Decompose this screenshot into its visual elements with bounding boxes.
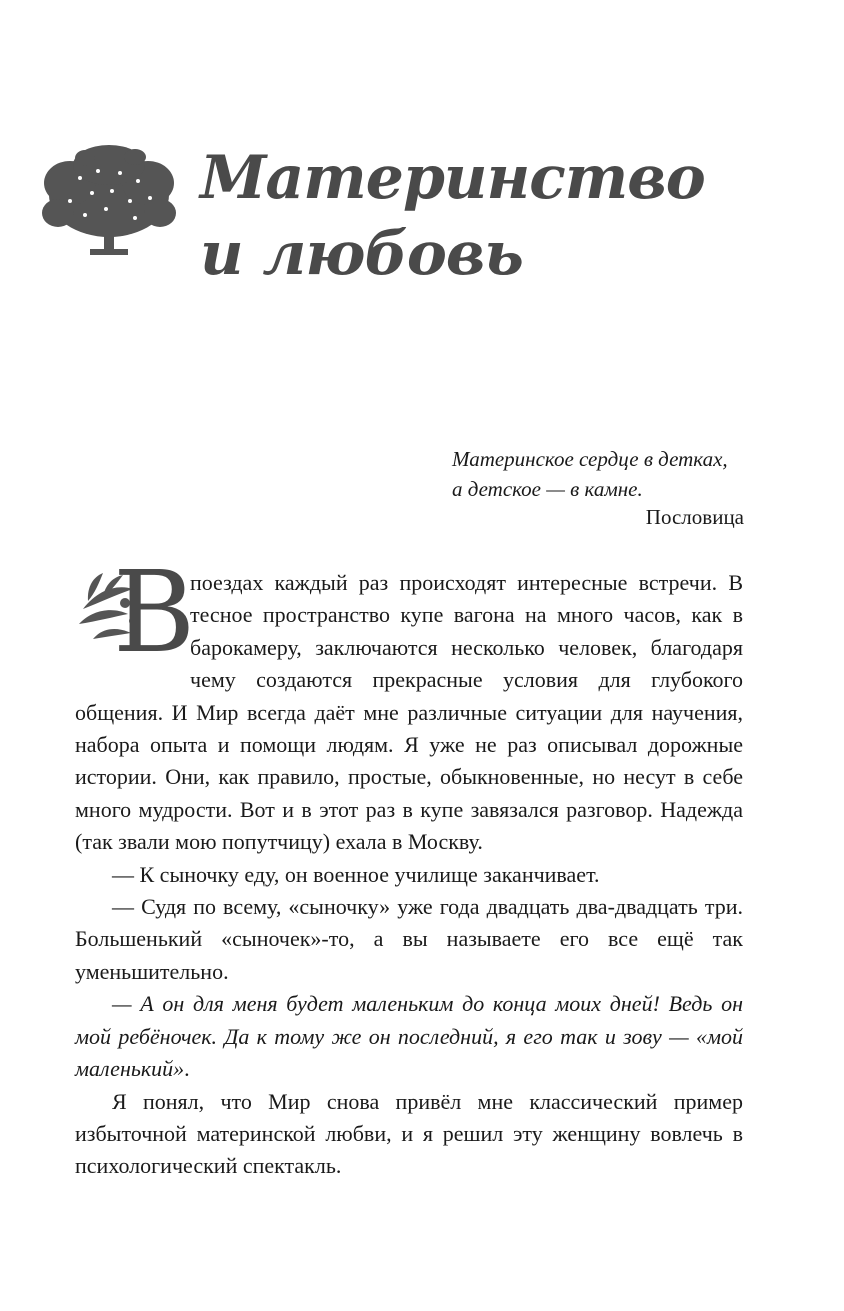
epigraph <box>452 444 744 504</box>
italic-speech: А он для меня будет маленьким до конца моих дней! Ведь он мой ребёночек. Да к тому же он последний, я его так и зову — «мой маленький» <box>75 991 743 1082</box>
chapter-title <box>200 140 705 292</box>
drop-cap-letter: В <box>113 548 196 678</box>
epigraph-line-2: а детское — в камне. <box>452 477 643 501</box>
paragraph <box>75 988 743 1085</box>
epigraph-line-1: Материнское сердце в детках, <box>452 447 728 471</box>
paragraph: — К сыночку еду, он военное училище заканчивает. <box>112 861 600 887</box>
epigraph-source: Пословица <box>645 505 744 529</box>
chapter-title-line-1: Материнство <box>200 143 705 213</box>
drop-cap <box>73 548 196 678</box>
paragraph: Я понял, что Мир снова привёл мне классический пример избыточной материнской любви, и я решил эту женщину вовлечь в психологический спектакль. <box>75 1088 743 1179</box>
speech-tail: . <box>184 1056 190 1082</box>
paragraph <box>75 548 743 859</box>
chapter-title-line-2: и любовь <box>200 219 523 289</box>
paragraph-text: поездах каждый раз происходят интересные встречи. В тесное пространство купе вагона на много часов, как в барокамеру, заключаются несколько человек, благодаря чему создаются прекрасные условия для глубокого общения. И Мир всегда даёт мне различные ситуации для научения, набора опыта и помощи людям. Я уже не раз описывал дорожные истории. Они, как правило, простые, обыкновенные, но несут в себе много мудрости. Вот и в этот раз в купе завязался разговор. Надежда (так звали мою попутчицу) ехала в Москву. <box>75 570 743 855</box>
tree-icon <box>40 143 178 258</box>
paragraph: — Судя по всему, «сыночку» уже года двадцать два-двадцать три. Большенький «сыночек»-то, а вы называете его все ещё так уменьшительно. <box>75 894 743 984</box>
dash: — <box>112 991 141 1017</box>
body-text <box>75 548 743 1183</box>
